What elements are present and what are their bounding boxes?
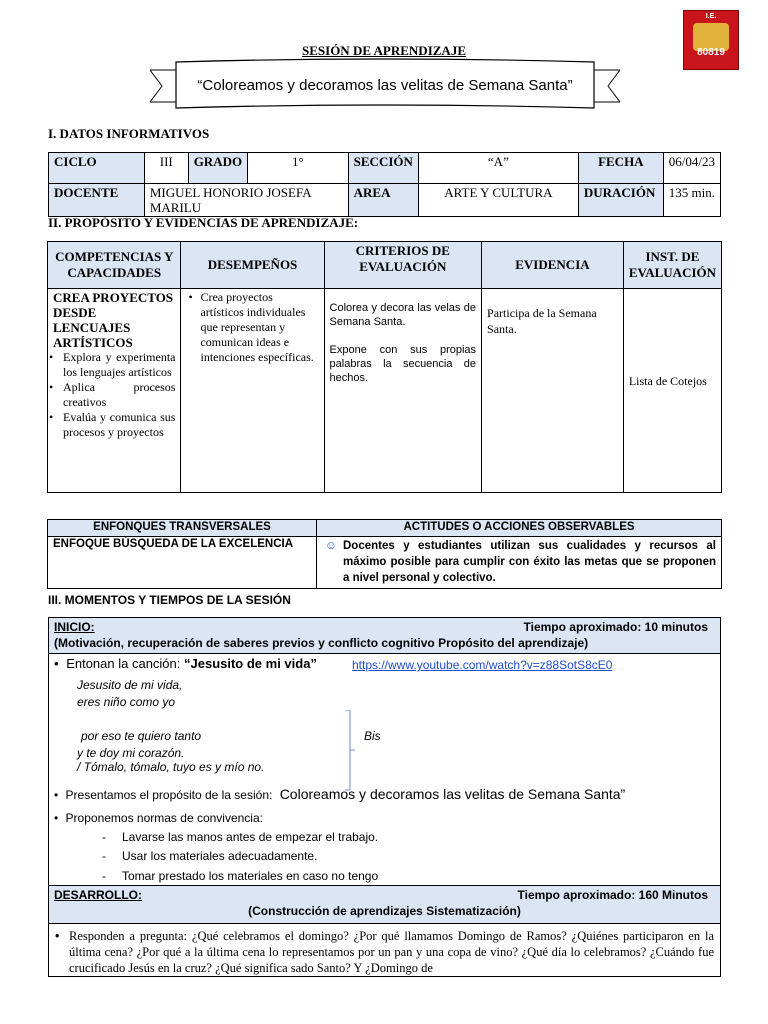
instrumento-value: Lista de Cotejos — [623, 289, 721, 493]
duracion-value: 135 min. — [663, 184, 720, 217]
seccion-label: SECCIÓN — [348, 153, 418, 184]
bis-label: Bis — [364, 729, 381, 743]
preguntas-text: Responden a pregunta: ¿Qué celebramos el domingo? ¿Por qué llamamos Domingo de Ramos? ¿Quiénes participaron en la última cena? ¿Por qué a la última cena lo representamos por un pan y una copa de vino? ¿Qué día lo celebramos? ¿Cuándo fue crucificado Jesús en la cruz? ¿Qué significa sado Santo? Y ¿Domingo de — [69, 929, 714, 975]
banner-title: “Coloreamos y decoramos las velitas de Semana Santa” — [197, 77, 573, 94]
normas-line: • Proponemos normas de convivencia: — [54, 811, 263, 825]
bullet-icon: • — [54, 811, 59, 825]
section-heading-datos: I. DATOS INFORMATIVOS — [48, 126, 210, 141]
duracion-label: DURACIÓN — [578, 184, 663, 217]
area-label: AREA — [348, 184, 418, 217]
evidencia-value: Participa de la Semana Santa. — [482, 289, 624, 493]
inicio-time: Tiempo aproximado: 10 minutos — [523, 620, 708, 634]
area-value: ARTE Y CULTURA — [418, 184, 578, 217]
desempeno-item: • Crea proyectos artísticos individuales que representan y comunican ideas e intenciones específicas. — [188, 290, 314, 364]
proposito-table — [47, 241, 722, 493]
capacidad-item: • Evalúa y comunica sus procesos y proyectos — [49, 410, 176, 439]
grado-label: GRADO — [188, 153, 247, 184]
fecha-label: FECHA — [578, 153, 663, 184]
desarrollo-label: DESARROLLO: — [54, 888, 142, 902]
datos-table — [48, 152, 721, 217]
enfoques-table — [47, 519, 722, 589]
proposito-line: • Presentamos el propósito de la sesión: Coloreamos y decoramos las velitas de Semana Santa” — [54, 786, 626, 802]
bullet-icon: • — [55, 929, 60, 943]
ciclo-label: CICLO — [49, 153, 145, 184]
desarrollo-time: Tiempo aproximado: 160 Minutos — [517, 888, 708, 902]
bullet-icon: • — [54, 788, 59, 802]
lyric-line: por eso te quiero tanto — [81, 729, 202, 743]
criterio-item: Colorea y decora las velas de Semana Santa. — [329, 302, 477, 328]
bullet-icon: • — [54, 656, 59, 671]
competencia-title: CREA PROYECTOS DESDE LENCUAJES ARTÍSTICOS — [53, 290, 174, 350]
docente-label: DOCENTE — [49, 184, 145, 217]
bis-bracket — [345, 710, 357, 792]
docente-value: MIGUEL HONORIO JOSEFA MARILU — [144, 184, 348, 217]
section-heading-proposito: II. PROPÓSITO Y EVIDENCIAS DE APRENDIZAJE: — [48, 215, 359, 230]
accion-value: Docentes y estudiantes utilizan sus cualidades y recursos al máximo posible para cumplir con éxito las metas que se proponen a nivel personal y colectivo. — [343, 540, 716, 584]
fecha-value: 06/04/23 — [663, 153, 720, 184]
inicio-subtitle: (Motivación, recuperación de saberes previos y conflicto cognitivo Propósito del aprendizaje) — [54, 636, 589, 650]
criterio-item: Expone con sus propias palabras la secuencia de hechos. — [329, 344, 477, 384]
header-criterios: CRITERIOS DE EVALUACIÓN — [324, 242, 482, 289]
capacidad-item: • Aplica procesos creativos — [49, 380, 176, 409]
song-line: • Entonan la canción: “Jesusito de mi vida” — [54, 656, 317, 671]
header-actitudes: ACTITUDES O ACCIONES OBSERVABLES — [317, 520, 722, 537]
grado-value: 1° — [248, 153, 349, 184]
song-link[interactable]: https://www.youtube.com/watch?v=z88SotS8cE0 — [352, 658, 613, 672]
momentos-table — [48, 617, 721, 977]
norma-item: - Tomar prestado los materiales en caso no tengo — [102, 869, 379, 883]
lyric-line: / Tómalo, tómalo, tuyo es y mío no. — [77, 760, 265, 774]
capacidad-item: • Explora y experimenta los lenguajes artísticos — [49, 350, 176, 379]
desarrollo-subtitle: (Construcción de aprendizajes Sistematización) — [248, 904, 521, 918]
section-heading-momentos: III. MOMENTOS Y TIEMPOS DE LA SESIÓN — [48, 593, 291, 607]
seccion-value: “A” — [418, 153, 578, 184]
norma-item: - Lavarse las manos antes de empezar el trabajo. — [102, 830, 379, 844]
norma-item: - Usar los materiales adecuadamente. — [102, 849, 318, 863]
lyric-line: y te doy mi corazón. — [77, 746, 185, 760]
ciclo-value: III — [144, 153, 188, 184]
school-logo: I.E. 80819 — [683, 10, 739, 70]
lyric-line: Jesusito de mi vida, — [77, 678, 183, 692]
lyric-line: eres niño como yo — [77, 695, 176, 709]
header-enfoques: ENFONQUES TRANSVERSALES — [48, 520, 317, 537]
header-competencias: COMPETENCIAS Y CAPACIDADES — [48, 242, 181, 289]
header-desempenos: DESEMPEÑOS — [181, 242, 324, 289]
smiley-icon: ☺ — [325, 540, 337, 552]
enfoque-value: ENFOQUE BÚSQUEDA DE LA EXCELENCIA — [48, 537, 317, 589]
inicio-label: INICIO: — [54, 620, 95, 634]
header-evidencia: EVIDENCIA — [482, 242, 624, 289]
page-title: SESIÓN DE APRENDIZAJE — [302, 43, 466, 58]
header-instrumento: INST. DE EVALUACIÓN — [623, 242, 721, 289]
